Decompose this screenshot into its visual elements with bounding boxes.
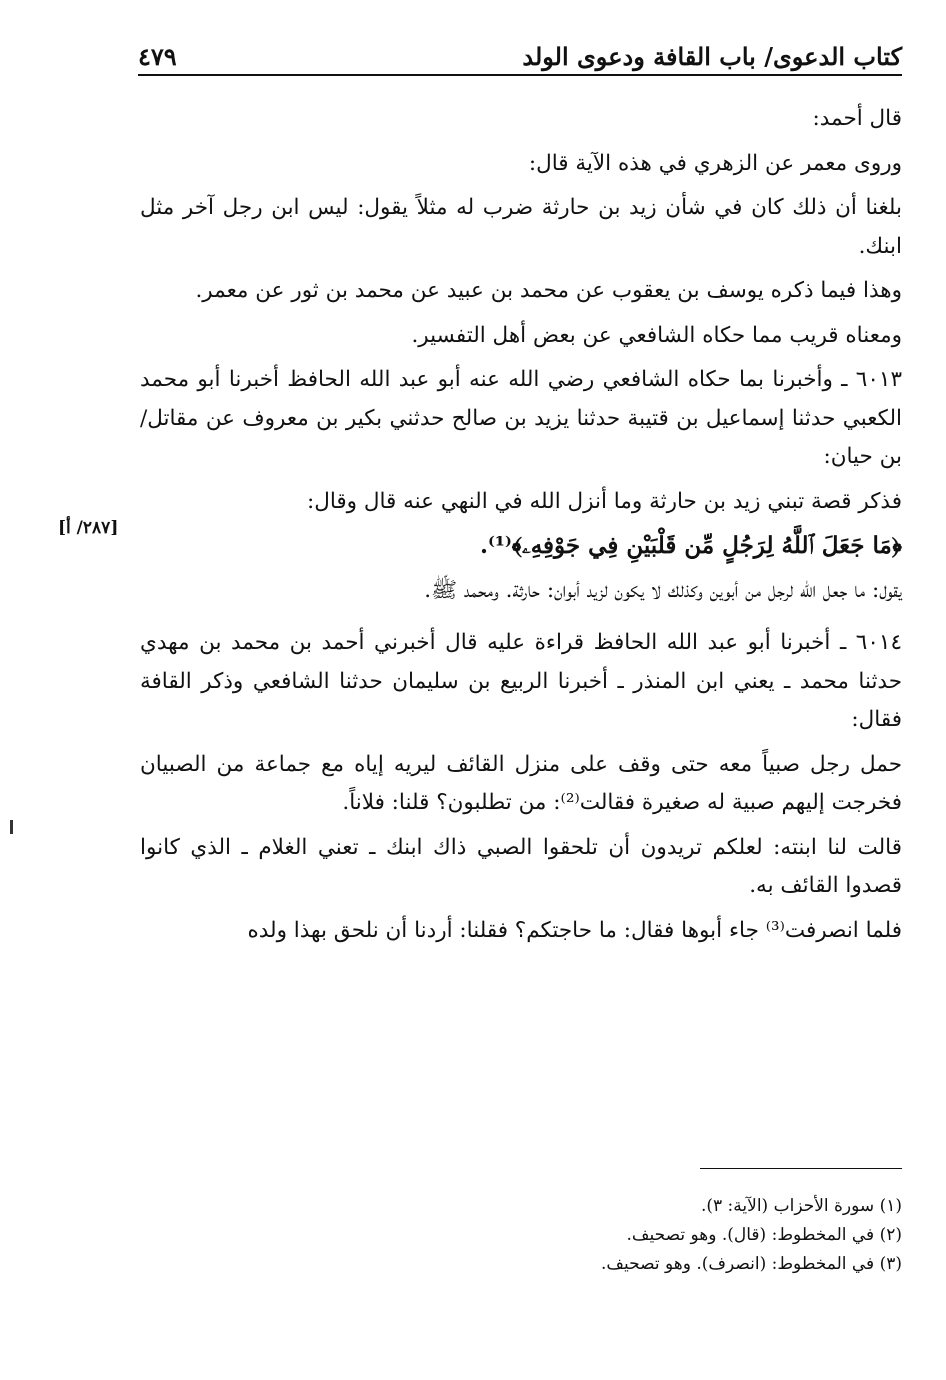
header-rule — [138, 74, 902, 76]
paragraph: قالت لنا ابنته: لعلكم تريدون أن تلحقوا الصبي ذاك ابنك ـ تعني الغلام ـ الذي كانوا قصدوا القائف به. — [140, 834, 902, 898]
page-number: ٤٧٩ — [138, 42, 177, 71]
paragraph: فلما انصرفت⁽³⁾ جاء أبوها فقال: ما حاجتكم؟ فقلنا: أردنا أن نلحق بهذا ولده — [247, 917, 902, 943]
paragraph: بلغنا أن ذلك كان في شأن زيد بن حارثة ضرب له مثلاً يقول: ليس ابن رجل آخر مثل ابنك. — [140, 195, 902, 259]
footnote: (٢) في المخطوط: (قال). وهو تصحيف. — [626, 1225, 902, 1245]
paragraph: فذكر قصة تبني زيد بن حارثة وما أنزل الله في النهي عنه قال وقال: — [306, 488, 902, 514]
footnote-rule — [700, 1168, 902, 1169]
paragraph: يقول: ما جعل الله لرجل من أبوين وكذلك لا يكون لزيد أبوان: حارثة. ومحمد ﷺ. — [424, 577, 902, 603]
paragraph: وهذا فيما ذكره يوسف بن يعقوب عن محمد بن عبيد عن محمد بن ثور عن معمر. — [195, 278, 902, 303]
hadith-6014: ٦٠١٤ ـ أخبرنا أبو عبد الله الحافظ قراءة عليه قال أخبرني أحمد بن محمد بن مهدي حدثنا محمد ـ يعني ابن المنذر ـ أخبرنا الربيع بن سليمان حدثنا الشافعي وذكر القافة فقال: — [140, 630, 902, 732]
footnotes — [140, 1192, 902, 1279]
paragraph: وروى معمر عن الزهري في هذه الآية قال: — [528, 150, 902, 176]
edge-mark — [10, 820, 13, 834]
chapter-title: كتاب الدعوى/ باب القافة ودعوى الولد — [522, 42, 902, 71]
paragraph: قال أحمد: — [812, 106, 902, 131]
running-header — [138, 40, 902, 76]
paragraph: ومعناه قريب مما حكاه الشافعي عن بعض أهل التفسير. — [411, 322, 902, 348]
quran-verse: ﴿مَا جَعَلَ ٱللَّهُ لِرَجُلٍ مِّن قَلْبَيْنِ فِي جَوْفِهِۦ﴾⁽¹⁾. — [480, 532, 902, 559]
manuscript-folio-note: [٢٨٧/ أ] — [58, 518, 119, 538]
footnote: (٣) في المخطوط: (انصرف). وهو تصحيف. — [600, 1254, 902, 1274]
hadith-6013: ٦٠١٣ ـ وأخبرنا بما حكاه الشافعي رضي الله عنه أبو عبد الله الحافظ أخبرنا أبو محمد الكعبي حدثنا إسماعيل بن قتيبة حدثنا يزيد بن صالح حدثني بكير بن معروف عن مقاتل/ بن حيان: — [140, 367, 902, 469]
main-text — [140, 100, 902, 956]
footnote: (١) سورة الأحزاب (الآية: ٣). — [700, 1196, 902, 1216]
paragraph: حمل رجل صبياً معه حتى وقف على منزل القائف ليريه إياه مع جماعة من الصبيان فخرجت إليهم صبية له صغيرة فقالت⁽²⁾: من تطلبون؟ قلنا: فلاناً. — [140, 751, 902, 815]
